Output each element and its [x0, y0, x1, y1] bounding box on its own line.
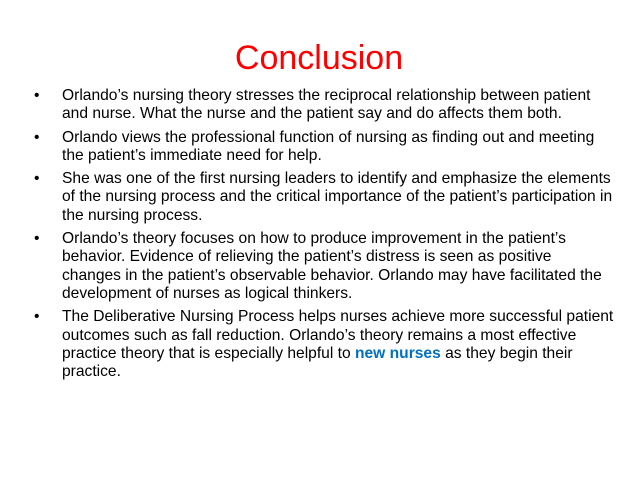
bullet-item [34, 87, 614, 124]
bullet-item [34, 230, 614, 303]
highlight-new-nurses: new nurses [354, 344, 441, 362]
bullet-dot-icon: • [34, 87, 40, 104]
bullet-text-after: as they begin their practice. [62, 344, 573, 381]
bullet-text-before: The Deliberative Nursing Process helps nurses achieve more successful patient outcomes such as fall reduction. Orlando’s theory remains a most effective practice theory that is especially helpful to [62, 308, 614, 362]
bullet-text: Orlando views the professional function of nursing as finding out and meeting the patient’s immediate need for help. [62, 128, 595, 164]
bullet-dot-icon: • [34, 230, 40, 248]
bullet-item [34, 170, 614, 225]
slide-title: Conclusion [234, 39, 404, 77]
bullet-text: She was one of the first nursing leaders to identify and emphasize the elements of the nursing process and the critical importance of the patient’s participation in the nursing process. [62, 170, 613, 224]
bullet-dot-icon: • [34, 128, 40, 146]
bullet-text: Orlando’s theory focuses on how to produce improvement in the patient’s behavior. Evidence of relieving the patient’s distress is seen as positive changes in the patient’s observable behavior. Orlando may have facilitated the development of nurses as logical thinkers. [62, 230, 602, 302]
bullet-text: Orlando’s nursing theory stresses the reciprocal relationship between patient and nurse. What the nurse and the patient say and do affects them both. [62, 87, 591, 123]
bullet-text [62, 308, 613, 380]
bullet-dot-icon: • [34, 170, 40, 188]
bullet-dot-icon: • [34, 308, 40, 326]
bullet-list [34, 87, 614, 386]
bullet-item [34, 308, 614, 381]
bullet-item [34, 129, 614, 166]
